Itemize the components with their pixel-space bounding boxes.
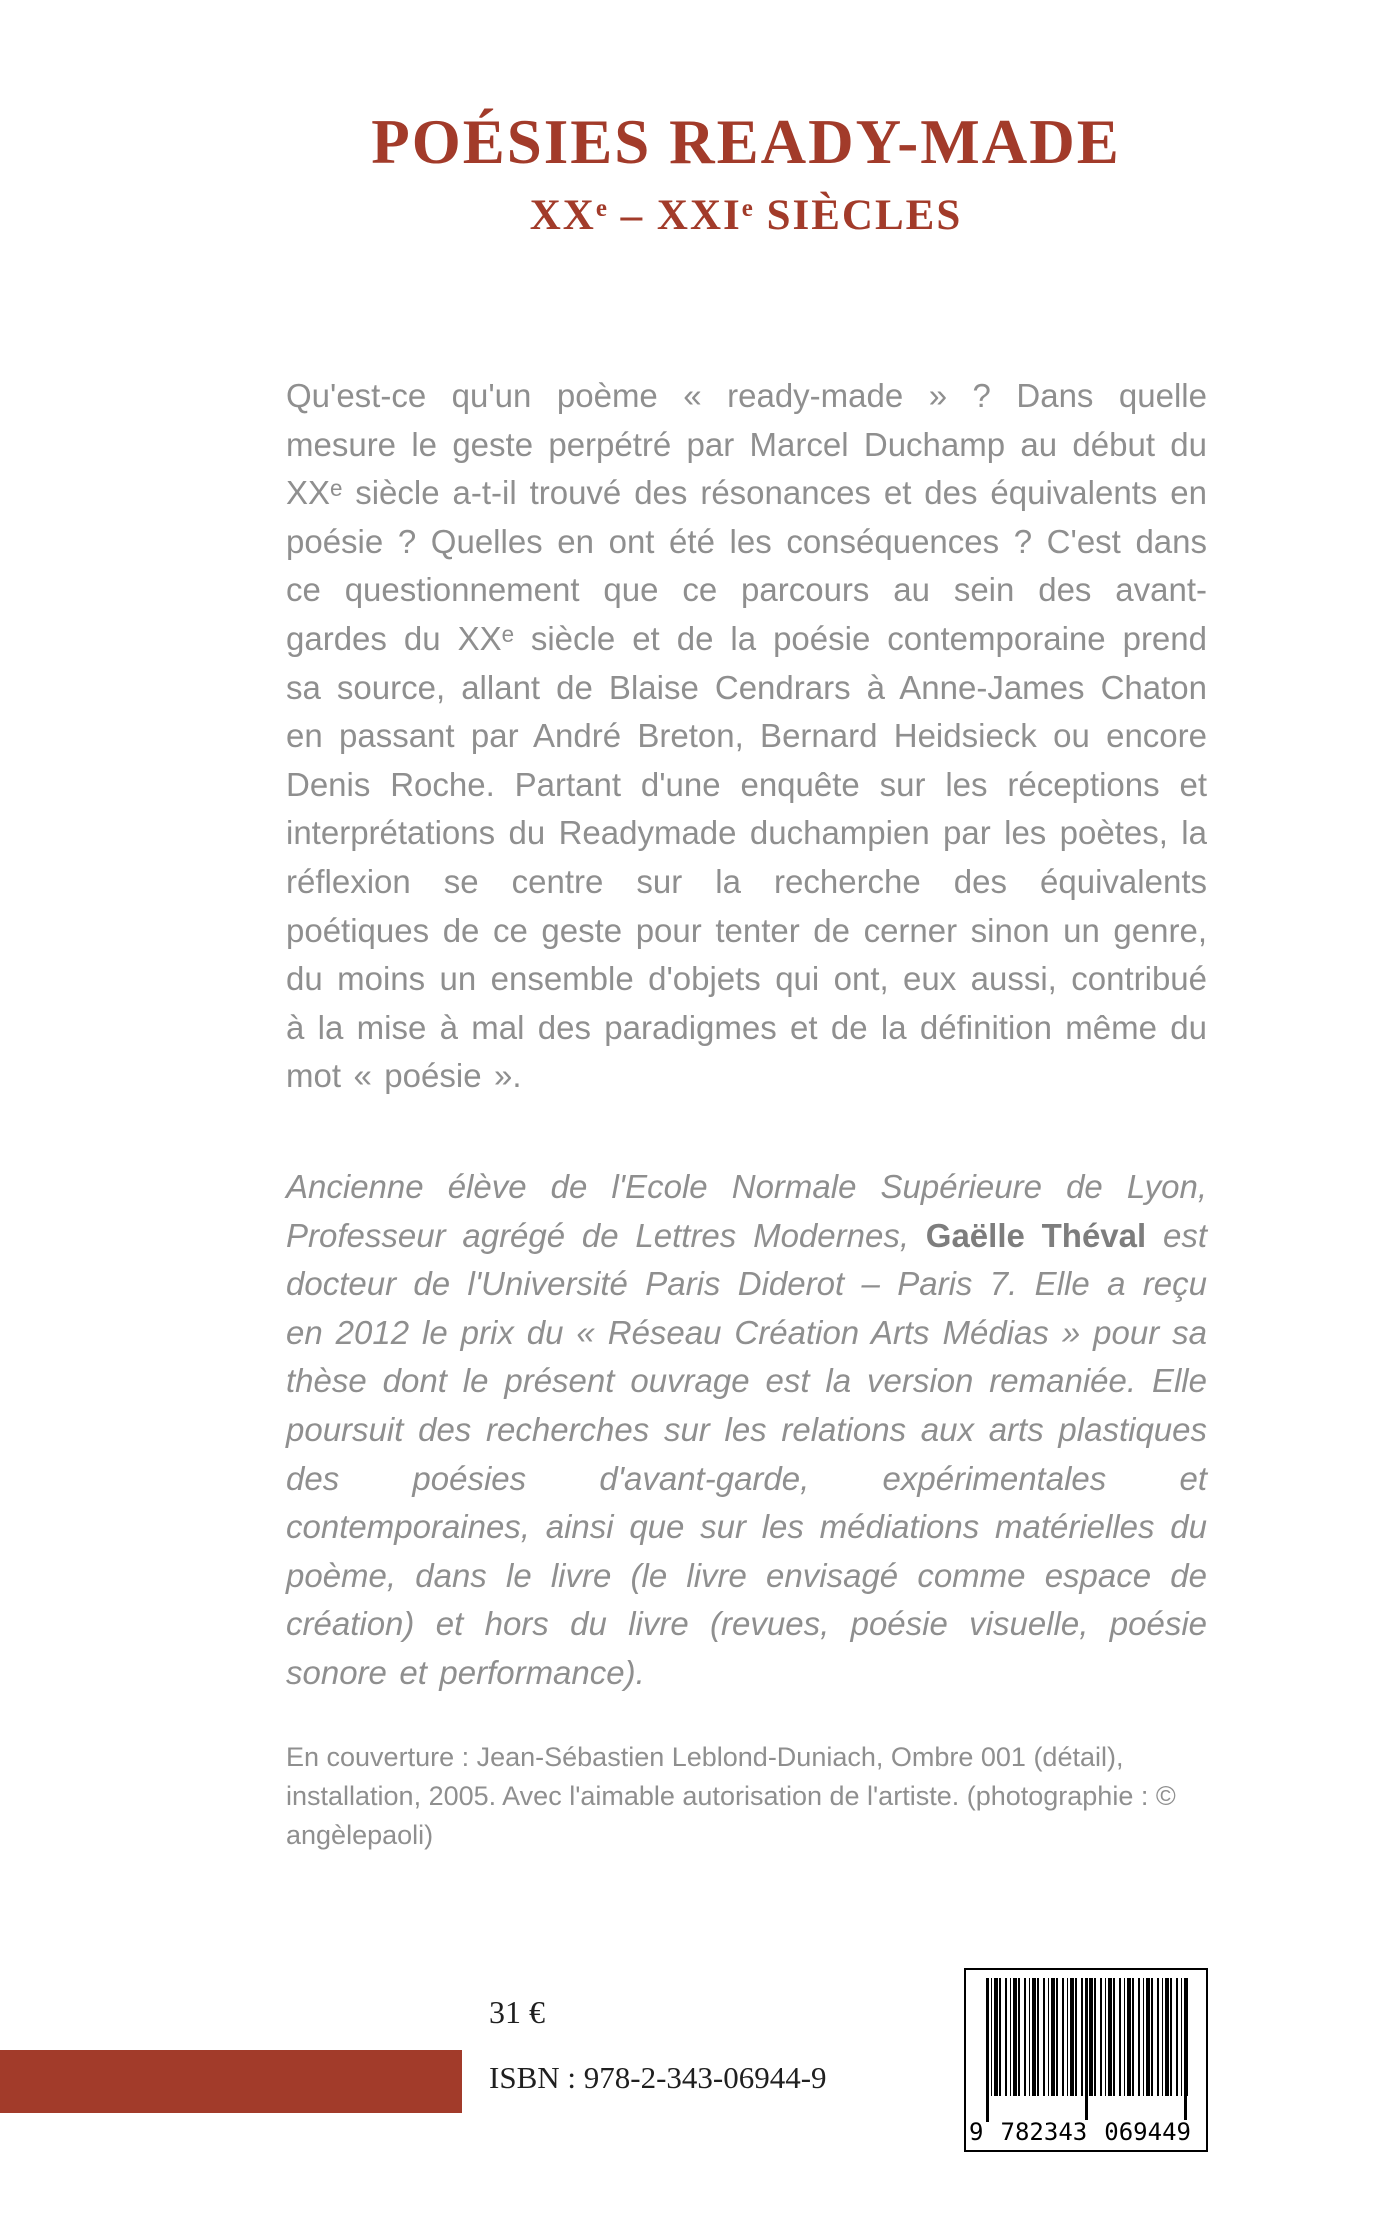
barcode-digit-group: 069449 [1104,2118,1191,2146]
subtitle-part: – XXI [607,192,742,240]
accent-bar [0,2050,462,2113]
bio-text: est docteur de l'Université Paris Diderot – Paris 7. Elle a reçu en 2012 le prix du « Réseau Création Arts Médias » pour sa thèse dont le présent ouvrage est la version remaniée. Elle poursuit des recherches sur les relations aux arts plastiques des poésies d'avant-garde, expérimentales et contemporaines, ainsi que sur les médiations matérielles du poème, dans le livre (le livre envisagé comme espace de création) et hors du livre (revues, poésie visuelle, poésie sonore et performance). [286,1216,1207,1691]
subtitle-superscript: e [595,194,608,222]
subtitle-part: XX [529,192,596,240]
author-name: Gaëlle Théval [925,1216,1147,1254]
barcode-digit-group: 9 [969,2118,984,2146]
subtitle-superscript: e [741,194,754,222]
barcode-guard-left [986,1978,989,2122]
barcode [964,1968,1208,2152]
isbn-label: ISBN : 978-2-343-06944-9 [489,2060,827,2095]
price-label: 31 € [489,1994,545,2030]
book-title: POÉSIES READY-MADE [371,107,1121,177]
barcode-digit-group: 782343 [1000,2118,1088,2146]
author-bio-paragraph [286,1163,1207,1698]
barcode-guard-right [1184,1978,1187,2122]
title-block [246,108,1246,240]
book-subtitle [246,191,1246,240]
barcode-digits [966,2120,1206,2144]
cover-credit: En couverture : Jean-Sébastien Leblond-Duniach, Ombre 001 (détail), installation, 2005. Avec l'aimable autorisation de l'artiste. (photographie : © angèlepaoli) [286,1742,1176,1850]
synopsis-paragraph: Qu'est-ce qu'un poème « ready-made » ? Dans quelle mesure le geste perpétré par Marcel Duchamp au début du XXᵉ siècle a-t-il trouvé des résonances et des équivalents en poésie ? Quelles en ont été les conséquences ? C'est dans ce questionnement que ce parcours au sein des avant-gardes du XXᵉ siècle et de la poésie contemporaine prend sa source, allant de Blaise Cendrars à Anne-James Chaton en passant par André Breton, Bernard Heidsieck ou encore Denis Roche. Partant d'une enquête sur les réceptions et interprétations du Readymade duchampien par les poètes, la réflexion se centre sur la recherche des équivalents poétiques de ce geste pour tenter de cerner sinon un genre, du moins un ensemble d'objets qui ont, eux aussi, contribué à la mise à mal des paradigmes et de la définition même du mot « poésie ». [286,377,1207,1095]
bio-text: Ancienne élève de l'Ecole Normale Supérieure de Lyon, Professeur agrégé de Lettres Modernes, [286,1168,1207,1254]
barcode-guard-middle [1085,1978,1088,2122]
subtitle-part: SIÈCLES [753,192,963,240]
